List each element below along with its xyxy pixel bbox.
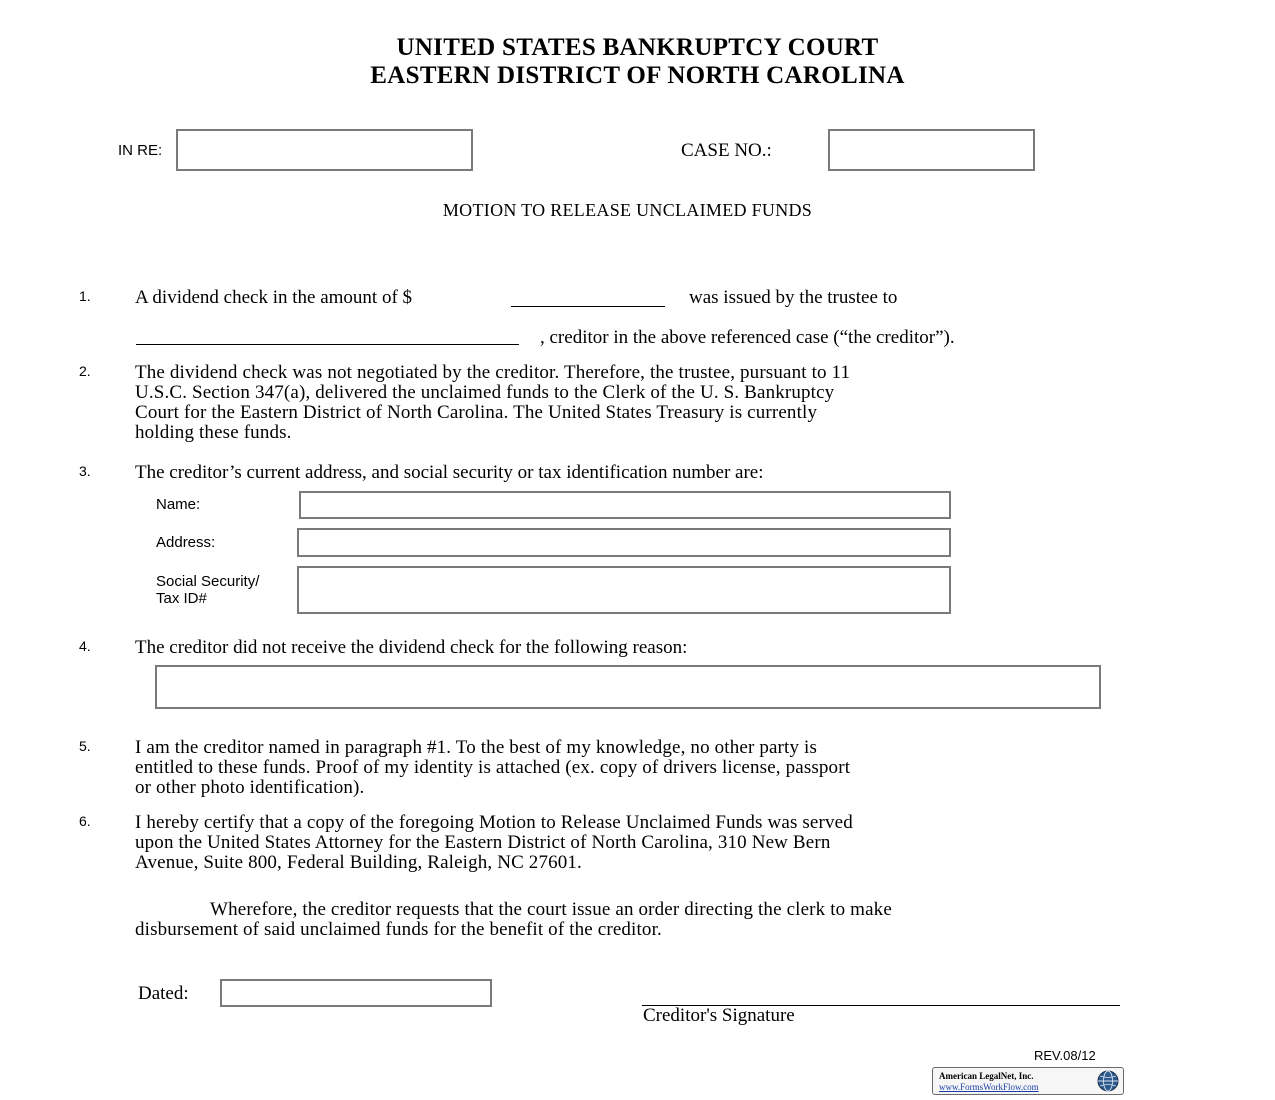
text-line: Wherefore, the creditor requests that the court issue an order directing the clerk to make	[210, 899, 892, 920]
address-input[interactable]	[297, 528, 951, 557]
ssn-label-line: Social Security/	[156, 573, 260, 590]
case-no-label: CASE NO.:	[681, 140, 772, 161]
creditor-name-blank[interactable]	[136, 325, 519, 345]
court-name: UNITED STATES BANKRUPTCY COURT	[396, 34, 879, 61]
item-number-1: 1.	[79, 288, 91, 304]
item-number-2: 2.	[79, 363, 91, 379]
logo-company: American LegalNet, Inc.	[939, 1071, 1034, 1081]
reason-input[interactable]	[155, 665, 1101, 709]
court-district: EASTERN DISTRICT OF NORTH CAROLINA	[370, 62, 905, 89]
ssn-input[interactable]	[297, 566, 951, 614]
item-2-text	[135, 363, 1075, 443]
dated-input[interactable]	[220, 979, 492, 1007]
item-1-text: A dividend check in the amount of $	[135, 287, 413, 308]
text-line: Court for the Eastern District of North Carolina. The United States Treasury is currently	[135, 402, 818, 423]
revision-code: REV.08/12	[1034, 1048, 1096, 1063]
text-line: or other photo identification).	[135, 777, 365, 798]
publisher-logo	[932, 1067, 1124, 1095]
case-no-input[interactable]	[828, 129, 1035, 171]
text-line: holding these funds.	[135, 422, 292, 443]
logo-url-link[interactable]: www.FormsWorkFlow.com	[939, 1082, 1039, 1092]
text-line: I hereby certify that a copy of the foregoing Motion to Release Unclaimed Funds was served	[135, 812, 853, 833]
item-5-text	[135, 738, 1075, 798]
wherefore-clause	[135, 900, 1095, 940]
item-number-6: 6.	[79, 813, 91, 829]
text-line: disbursement of said unclaimed funds for the benefit of the creditor.	[135, 919, 662, 940]
signature-label: Creditor's Signature	[643, 1005, 795, 1026]
name-label: Name:	[156, 496, 201, 513]
text-line: The dividend check was not negotiated by the creditor. Therefore, the trustee, pursuant to 11	[135, 362, 851, 383]
ssn-label	[156, 573, 259, 607]
motion-title: MOTION TO RELEASE UNCLAIMED FUNDS	[442, 200, 813, 220]
item-1-text-b: was issued by the trustee to	[689, 287, 898, 308]
globe-icon	[1097, 1070, 1119, 1092]
item-number-5: 5.	[79, 738, 91, 754]
text-line: I am the creditor named in paragraph #1. To the best of my knowledge, no other party is	[135, 737, 817, 758]
in-re-input[interactable]	[176, 129, 473, 171]
in-re-label: IN RE:	[118, 142, 163, 159]
text-line: entitled to these funds. Proof of my identity is attached (ex. copy of drivers license, passport	[135, 757, 851, 778]
name-input[interactable]	[299, 491, 951, 519]
address-label: Address:	[156, 534, 216, 551]
item-number-3: 3.	[79, 463, 91, 479]
item-1-text-c: , creditor in the above referenced case (“the creditor”).	[540, 327, 955, 348]
item-number-4: 4.	[79, 638, 91, 654]
dated-label: Dated:	[138, 983, 189, 1004]
item-4-text: The creditor did not receive the dividend check for the following reason:	[135, 637, 688, 658]
ssn-label-line: Tax ID#	[156, 590, 207, 607]
amount-blank[interactable]	[511, 286, 665, 307]
text-line: upon the United States Attorney for the Eastern District of North Carolina, 310 New Bern	[135, 832, 831, 853]
text-line: Avenue, Suite 800, Federal Building, Raleigh, NC 27601.	[135, 852, 582, 873]
text-line: U.S.C. Section 347(a), delivered the unclaimed funds to the Clerk of the U. S. Bankruptcy	[135, 382, 835, 403]
item-6-text	[135, 813, 1075, 873]
court-header	[0, 34, 1275, 90]
item-3-text: The creditor’s current address, and social security or tax identification number are:	[135, 462, 764, 483]
